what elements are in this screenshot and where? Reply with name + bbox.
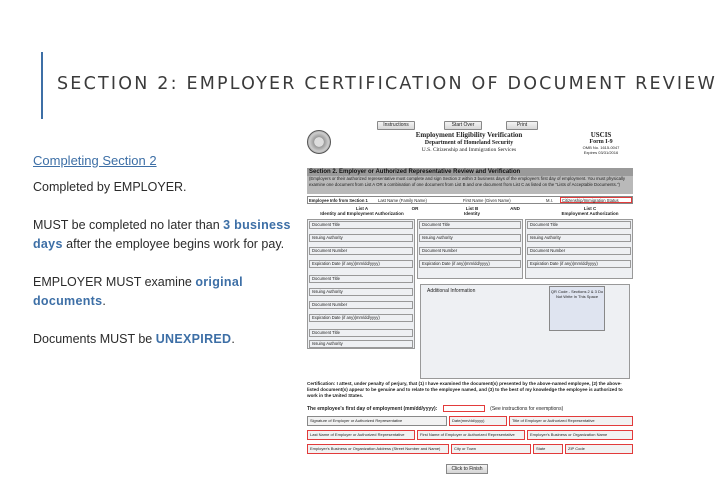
- employer-first-name-field[interactable]: First Name of Employer or Authorized Representative: [417, 430, 525, 440]
- body-paragraph-3: [33, 273, 298, 311]
- list-c-sub: Employment Authorization: [561, 211, 619, 216]
- list-a-issuing-3[interactable]: Issuing Authority: [309, 340, 413, 348]
- lists-header: [307, 206, 633, 218]
- form-header: [399, 131, 539, 153]
- form-title: Employment Eligibility Verification: [415, 131, 523, 139]
- list-c-header: [547, 206, 633, 216]
- dhs-seal-icon: [307, 130, 331, 154]
- employee-info-row: [307, 196, 633, 204]
- list-b-sub: Identity: [463, 211, 480, 216]
- list-a-sub: Identity and Employment Authorization: [320, 211, 404, 216]
- slide-body: [33, 178, 298, 368]
- list-b-doc-title[interactable]: Document Title: [419, 221, 521, 229]
- list-a-expiration-1[interactable]: Expiration Date (if any)(mm/dd/yyyy): [309, 260, 413, 268]
- form-number: Form I-9: [589, 139, 613, 145]
- section-2-description: (Employers or their authorized representative must complete and sign Section 2 within 3 business days of the employee's first day of employment. You must physically examine one document from List A OR a combination of one document from List B and one document from List C as listed on the "Lists of Acceptable Documents."): [307, 176, 633, 194]
- employer-address-field[interactable]: Employer's Business or Organization Address (Street Number and Name): [307, 444, 449, 454]
- list-b-expiration[interactable]: Expiration Date (if any)(mm/dd/yyyy): [419, 260, 521, 268]
- certification-text: Certification: I attest, under penalty of perjury, that (1) I have examined the document(s) presented by the above-named employee, (2) the above-listed document(s) appear to be genuine and to relate to the employee named, and (3) to the best of my knowledge the employee is authorized to work in the United States.: [307, 381, 623, 398]
- form-dept: Department of Homeland Security: [424, 140, 514, 146]
- completing-section-2-link[interactable]: Completing Section 2: [33, 153, 157, 168]
- signature-field[interactable]: Signature of Employer or Authorized Representative: [307, 416, 447, 426]
- p2-text-end: after the employee begins work for pay.: [62, 237, 285, 251]
- list-a-doc-title-1[interactable]: Document Title: [309, 221, 413, 229]
- citizenship-status-field[interactable]: Citizenship/Immigration Status: [560, 197, 632, 203]
- print-button[interactable]: Print: [506, 121, 538, 130]
- list-c-label: List C: [583, 206, 597, 211]
- first-name-label: First Name (Given Name): [463, 198, 511, 203]
- form-expires: Expires 03/31/2016: [583, 150, 619, 155]
- p4-text: Documents MUST be: [33, 332, 156, 346]
- first-day-note: (See instructions for exemptions): [490, 405, 564, 412]
- highlight-3-business-days: 3 business days: [33, 218, 291, 251]
- employer-last-name-field[interactable]: Last Name of Employer or Authorized Representative: [307, 430, 415, 440]
- first-day-label: The employee's first day of employment (mm/dd/yyyy):: [307, 405, 438, 412]
- employer-state-field[interactable]: State: [533, 444, 563, 454]
- list-c-issuing[interactable]: Issuing Authority: [527, 234, 631, 242]
- start-over-button[interactable]: Start Over: [444, 121, 482, 130]
- form-uscis: USCIS: [590, 131, 612, 139]
- p2-text: MUST be completed no later than: [33, 218, 224, 232]
- highlight-unexpired: UNEXPIRED: [155, 332, 232, 346]
- list-a-issuing-2[interactable]: Issuing Authority: [309, 288, 413, 296]
- list-a-doc-number-2[interactable]: Document Number: [309, 301, 413, 309]
- p3-text-end: .: [102, 294, 106, 308]
- qr-code-area: QR Code - Sections 2 & 3 Do Not Write In This Space: [549, 286, 605, 331]
- body-paragraph-4: [33, 330, 298, 349]
- slide-title: SECTION 2: EMPLOYER CERTIFICATION OF DOCUMENT REVIEW: [57, 74, 717, 94]
- list-c-expiration[interactable]: Expiration Date (if any)(mm/dd/yyyy): [527, 260, 631, 268]
- employer-zip-field[interactable]: ZIP Code: [565, 444, 633, 454]
- list-a-doc-title-2[interactable]: Document Title: [309, 275, 413, 283]
- or-label: OR: [411, 206, 419, 211]
- sig-date-field[interactable]: Date(mm/dd/yyyy): [449, 416, 507, 426]
- highlight-original-documents: original documents: [33, 275, 243, 308]
- list-b-issuing[interactable]: Issuing Authority: [419, 234, 521, 242]
- list-b-header: [437, 206, 507, 216]
- form-id-block: [571, 131, 631, 155]
- list-a-expiration-2[interactable]: Expiration Date (if any)(mm/dd/yyyy): [309, 314, 413, 322]
- body-paragraph-1: Completed by EMPLOYER.: [33, 180, 187, 194]
- employer-city-field[interactable]: City or Town: [451, 444, 531, 454]
- employer-title-field[interactable]: Title of Employer or Authorized Representative: [509, 416, 633, 426]
- form-agency: U.S. Citizenship and Immigration Services: [421, 147, 517, 153]
- title-accent-bar: [41, 52, 43, 119]
- form-omb: OMB No. 1615-0047: [582, 145, 620, 150]
- list-a-issuing-1[interactable]: Issuing Authority: [309, 234, 413, 242]
- list-b-label: List B: [465, 206, 479, 211]
- list-c-doc-title[interactable]: Document Title: [527, 221, 631, 229]
- mi-label: M.I.: [546, 198, 553, 203]
- list-a-doc-number-1[interactable]: Document Number: [309, 247, 413, 255]
- employee-info-label: Employee Info from Section 1: [309, 198, 368, 203]
- instructions-button[interactable]: Instructions: [377, 121, 415, 130]
- first-day-input[interactable]: [443, 405, 485, 412]
- body-paragraph-2: [33, 216, 298, 254]
- i9-form-section-2: [303, 118, 635, 476]
- p3-text: EMPLOYER MUST examine: [33, 275, 196, 289]
- list-c-doc-number[interactable]: Document Number: [527, 247, 631, 255]
- p4-text-end: .: [231, 332, 235, 346]
- list-b-doc-number[interactable]: Document Number: [419, 247, 521, 255]
- section-2-header: Section 2. Employer or Authorized Representative Review and Verification: [307, 168, 633, 176]
- click-to-finish-button[interactable]: Click to Finish: [446, 464, 488, 474]
- last-name-label: Last Name (Family Name): [378, 198, 427, 203]
- additional-info-label: Additional Information: [427, 288, 476, 294]
- first-day-row: [307, 405, 633, 413]
- employer-org-field[interactable]: Employer's Business or Organization Name: [527, 430, 633, 440]
- and-label: AND: [510, 206, 520, 211]
- list-a-doc-title-3[interactable]: Document Title: [309, 329, 413, 337]
- list-a-header: [317, 206, 407, 216]
- list-a-label: List A: [355, 206, 369, 211]
